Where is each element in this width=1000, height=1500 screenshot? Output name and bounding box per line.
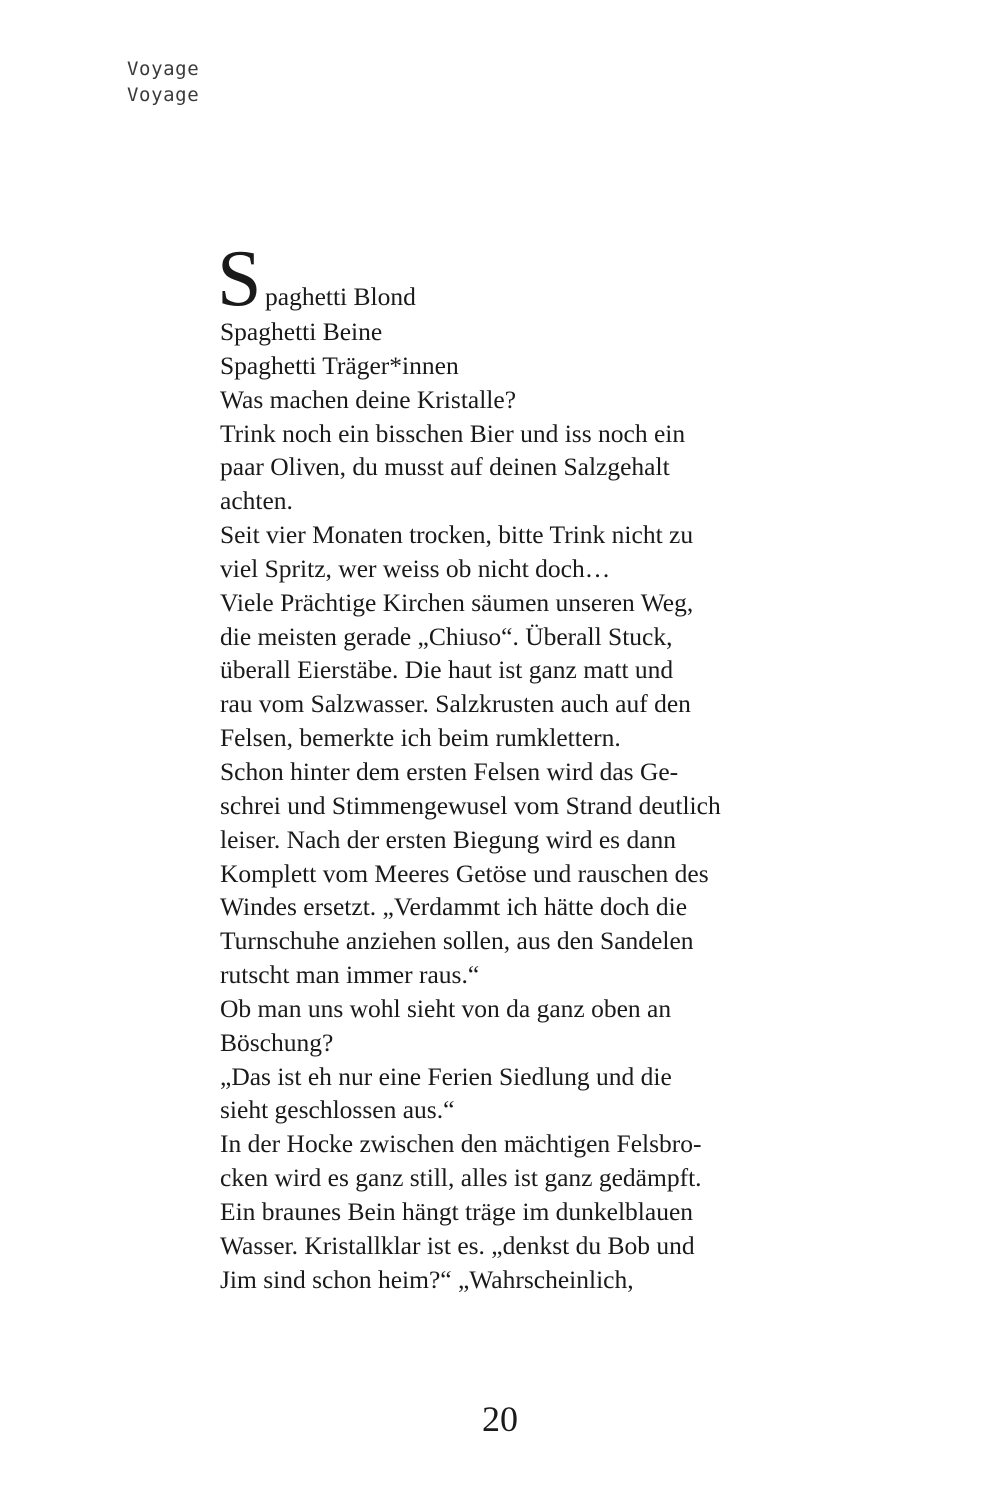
poem-line: In der Hocke zwischen den mächtigen Felsbro-	[220, 1129, 702, 1159]
poem-first-line	[217, 235, 800, 323]
poem-line: Was machen deine Kristalle?	[220, 384, 517, 414]
poem-line: Komplett vom Meeres Getöse und rauschen des	[220, 858, 709, 888]
poem-line: Felsen, bemerkte ich beim rumklettern.	[220, 723, 621, 753]
poem-line: Windes ersetzt. „Verdammt ich hätte doch die	[220, 892, 688, 922]
first-line-text: paghetti Blond	[265, 282, 416, 311]
poem-line: schrei und Stimmengewusel vom Strand deutlich	[220, 790, 721, 820]
poem-line: sieht geschlossen aus.“	[220, 1095, 455, 1125]
poem-line: überall Eierstäbe. Die haut ist ganz matt und	[220, 655, 674, 685]
poem-line: Trink noch ein bisschen Bier und iss noch ein	[220, 418, 686, 448]
poem-line: Ob man uns wohl sieht von da ganz oben an	[220, 993, 672, 1023]
header-line-1: Voyage	[127, 58, 200, 80]
poem-body	[217, 235, 800, 1296]
poem-line: Viele Prächtige Kirchen säumen unseren Weg,	[220, 587, 694, 617]
poem-lines	[220, 315, 800, 1296]
header-line-2: Voyage	[127, 84, 200, 106]
poem-line: Turnschuhe anziehen sollen, aus den Sandelen	[220, 926, 694, 956]
poem-line: rutscht man immer raus.“	[220, 960, 480, 990]
poem-line: Spaghetti Beine	[220, 317, 383, 346]
poem-line: rau vom Salzwasser. Salzkrusten auch auf den	[220, 689, 691, 719]
poem-line: Ein braunes Bein hängt träge im dunkelblauen	[220, 1196, 694, 1226]
poem-line: cken wird es ganz still, alles ist ganz gedämpft.	[220, 1163, 702, 1193]
running-header	[127, 56, 199, 108]
poem-line: Schon hinter dem ersten Felsen wird das Ge-	[220, 756, 679, 786]
poem-line: die meisten gerade „Chiuso“. Überall Stuck,	[220, 621, 673, 651]
poem-line: Spaghetti Träger*innen	[220, 350, 459, 380]
poem-line: viel Spritz, wer weiss ob nicht doch…	[220, 553, 611, 583]
poem-line: Wasser. Kristallklar ist es. „denkst du Bob und	[220, 1230, 695, 1260]
poem-line: Jim sind schon heim?“ „Wahrscheinlich,	[220, 1264, 634, 1294]
drop-cap: S	[217, 235, 262, 323]
poem-line: leiser. Nach der ersten Biegung wird es dann	[220, 824, 677, 854]
page-number: 20	[482, 1399, 518, 1439]
poem-line: achten.	[220, 486, 293, 516]
poem-line: „Das ist eh nur eine Ferien Siedlung und die	[220, 1061, 672, 1091]
poem-line: Seit vier Monaten trocken, bitte Trink nicht zu	[220, 520, 694, 550]
poem-line: Böschung?	[220, 1027, 334, 1057]
poem-line: paar Oliven, du musst auf deinen Salzgehalt	[220, 452, 670, 482]
